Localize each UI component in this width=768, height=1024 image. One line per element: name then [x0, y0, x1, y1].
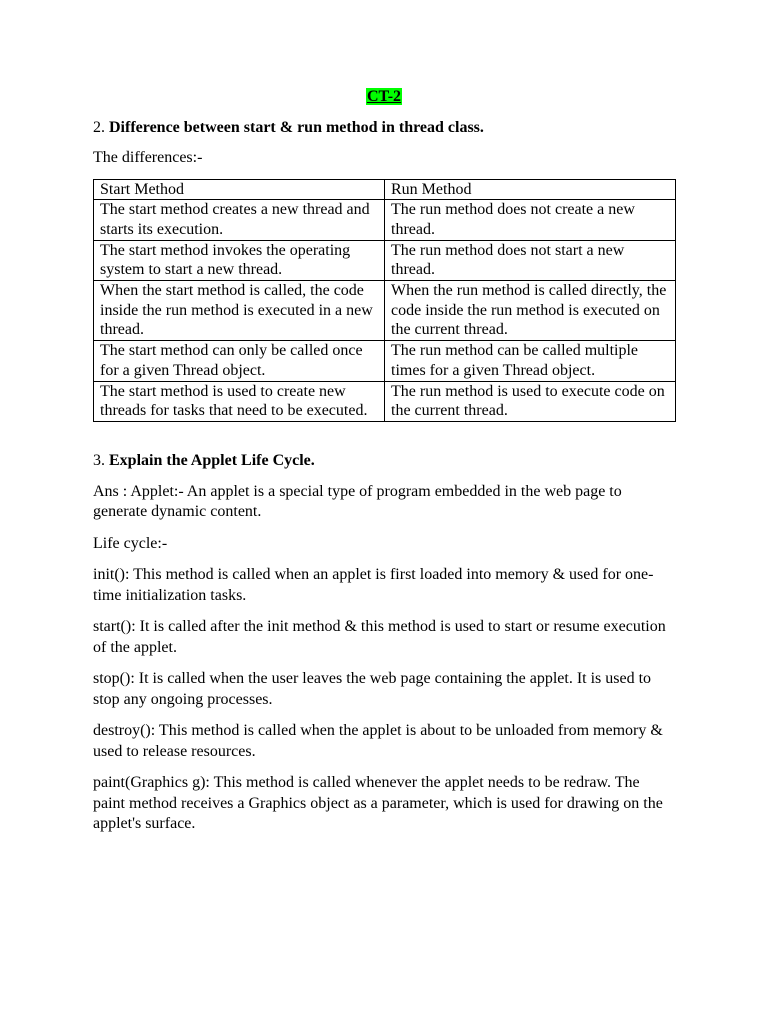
table-cell-start: The start method invokes the operating system to start a new thread.: [94, 240, 385, 280]
method-stop: stop(): It is called when the user leaves the web page containing the applet. It is used to stop any ongoing processes.: [93, 670, 652, 708]
differences-intro: The differences:-: [93, 149, 203, 166]
table-cell-run: The run method can be called multiple times for a given Thread object.: [385, 341, 676, 381]
table-cell-start: The start method creates a new thread and starts its execution.: [94, 200, 385, 240]
question-3-number: 3.: [93, 451, 105, 469]
method-paint: paint(Graphics g): This method is called whenever the applet needs to be redraw. The paint method receives a Graphics object as a parameter, which is used for drawing on the applet's surface.: [93, 774, 663, 833]
question-3-title: Explain the Applet Life Cycle.: [109, 451, 315, 469]
method-init: init(): This method is called when an applet is first loaded into memory & used for one-time initialization tasks.: [93, 566, 654, 604]
question-3-heading: [93, 451, 675, 471]
method-start: start(): It is called after the init method & this method is used to start or resume execution of the applet.: [93, 618, 666, 656]
table-row: [94, 200, 676, 240]
table-cell-run: When the run method is called directly, the code inside the run method is executed on the current thread.: [385, 281, 676, 341]
question-2-number: 2.: [93, 119, 105, 136]
table-cell-start: When the start method is called, the code inside the run method is executed in a new thread.: [94, 281, 385, 341]
table-cell-run: The run method does not start a new thread.: [385, 240, 676, 280]
applet-answer: Ans : Applet:- An applet is a special type of program embedded in the web page to generate dynamic content.: [93, 482, 622, 521]
table-cell-start: The start method is used to create new threads for tasks that need to be executed.: [94, 381, 385, 421]
document-page: [93, 86, 675, 835]
title-line: [93, 86, 675, 108]
table-row: [94, 281, 676, 341]
table-row: [94, 240, 676, 280]
table-row: [94, 381, 676, 421]
differences-table: [93, 179, 676, 422]
lifecycle-label: Life cycle:-: [93, 534, 168, 552]
document-title: CT-2: [366, 88, 402, 105]
table-header-row: [94, 179, 676, 200]
question-2-title: Difference between start & run method in thread class.: [109, 119, 484, 136]
table-cell-start: The start method can only be called once for a given Thread object.: [94, 341, 385, 381]
table-header-run: Run Method: [385, 179, 676, 200]
method-destroy: destroy(): This method is called when the applet is about to be unloaded from memory & used to release resources.: [93, 722, 663, 760]
question-2-heading: [93, 118, 675, 138]
table-cell-run: The run method is used to execute code on the current thread.: [385, 381, 676, 421]
table-row: [94, 341, 676, 381]
table-cell-run: The run method does not create a new thread.: [385, 200, 676, 240]
table-header-start: Start Method: [94, 179, 385, 200]
